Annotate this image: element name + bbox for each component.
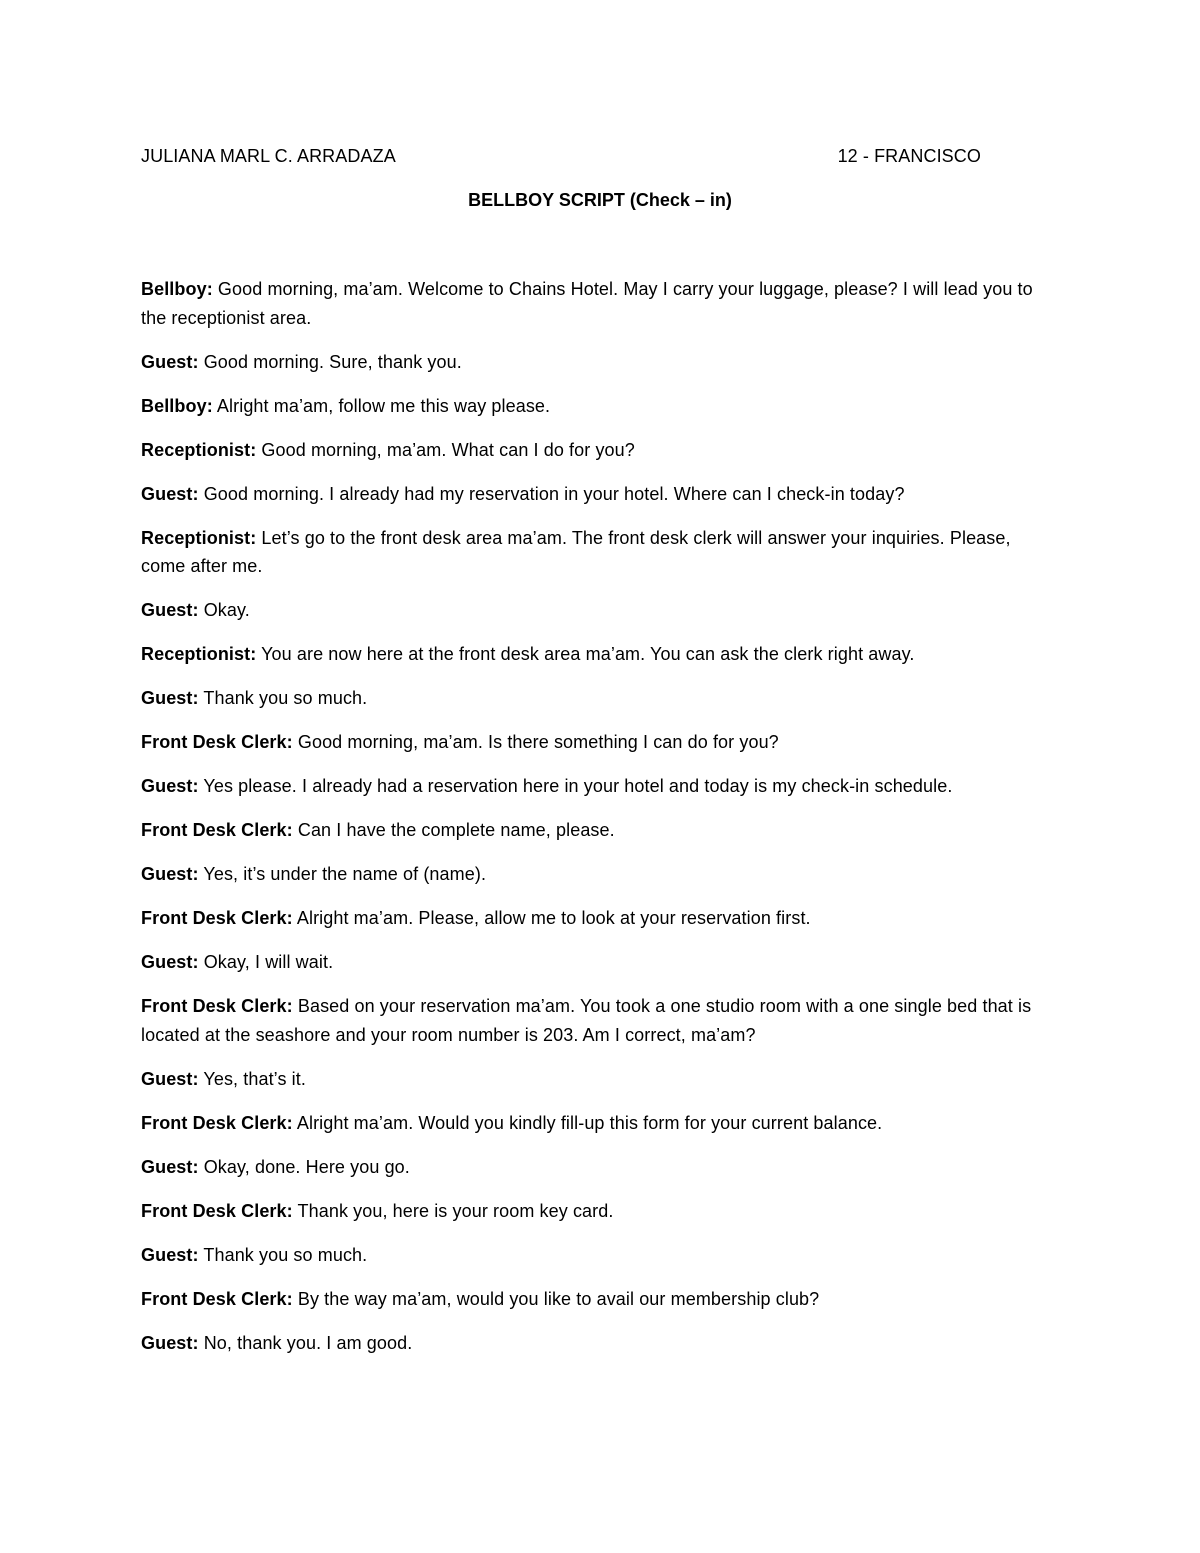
speaker-label: Bellboy: [141,395,213,416]
dialogue-text: You are now here at the front desk area ma’am. You can ask the clerk right away. [256,644,915,664]
dialogue-text: Let’s go to the front desk area ma’am. The front desk clerk will answer your inquiries. Please, come after me. [141,527,1011,576]
document-title: BELLBOY SCRIPT (Check – in) [468,190,732,210]
speaker-label: Front Desk Clerk: [141,1200,293,1221]
dialogue-line [141,1285,1051,1314]
dialogue-line [141,904,1051,933]
dialogue-line [141,1329,1051,1358]
dialogue-text: Okay. [198,600,250,620]
dialogue-line [141,524,1051,581]
dialogue-line [141,772,1051,801]
dialogue-text: Alright ma’am. Please, allow me to look at your reservation first. [292,908,811,928]
speaker-label: Front Desk Clerk: [141,732,293,752]
dialogue-text: Thank you so much. [198,1244,368,1265]
dialogue-line [141,1153,1051,1182]
dialogue-line [141,275,1051,332]
speaker-label: Guest: [141,1332,199,1353]
dialogue-text: Thank you so much. [198,688,368,708]
speaker-label: Guest: [141,952,199,972]
dialogue-text: Can I have the complete name, please. [292,820,615,840]
dialogue-text: Alright ma’am, follow me this way please. [212,395,551,416]
speaker-label: Front Desk Clerk: [141,1112,293,1133]
speaker-label: Bellboy: [141,279,213,299]
dialogue-line [141,992,1051,1049]
dialogue-text: Good morning, ma’am. Welcome to Chains Hotel. May I carry your luggage, please? I will lead you to the receptionist area. [141,279,1033,328]
dialogue-line [141,684,1051,713]
speaker-label: Guest: [141,1068,199,1089]
speaker-label: Guest: [141,864,199,884]
dialogue-line [141,948,1051,977]
dialogue-text: Okay, I will wait. [198,952,334,972]
speaker-label: Front Desk Clerk: [141,908,293,928]
speaker-label: Receptionist: [141,439,257,460]
dialogue-text: Yes please. I already had a reservation here in your hotel and today is my check-in schedule. [198,776,953,796]
dialogue-line [141,596,1051,625]
dialogue-text: By the way ma’am, would you like to avail our membership club? [292,1288,820,1309]
dialogue-text: Based on your reservation ma’am. You took a one studio room with a one single bed that is located at the seashore and your room number is 203. Am I correct, ma’am? [141,996,1032,1045]
speaker-label: Guest: [141,1156,199,1177]
speaker-label: Guest: [141,600,199,620]
speaker-label: Guest: [141,351,199,372]
speaker-label: Guest: [141,776,199,796]
dialogue-text: Thank you, here is your room key card. [292,1200,614,1221]
dialogue-line [141,1241,1051,1270]
dialogue-line [141,728,1051,757]
dialogue-line [141,860,1051,889]
author-name: JULIANA MARL C. ARRADAZA [141,146,396,166]
dialogue-line [141,1197,1051,1226]
dialogue-text: Yes, it’s under the name of (name). [198,864,487,884]
dialogue-text: Okay, done. Here you go. [198,1156,410,1177]
dialogue-text: Good morning. Sure, thank you. [198,351,462,372]
speaker-label: Front Desk Clerk: [141,1288,293,1309]
dialogue-line [141,1109,1051,1138]
speaker-label: Front Desk Clerk: [141,820,293,840]
speaker-label: Receptionist: [141,527,257,548]
speaker-label: Guest: [141,1244,199,1265]
dialogue-text: No, thank you. I am good. [198,1332,413,1353]
dialogue-line [141,348,1051,377]
speaker-label: Guest: [141,688,199,708]
dialogue-text: Good morning, ma’am. Is there something I can do for you? [292,732,779,752]
speaker-label: Front Desk Clerk: [141,996,293,1016]
dialogue-line [141,640,1051,669]
dialogue-line [141,392,1051,421]
dialogue-text: Alright ma’am. Would you kindly fill-up this form for your current balance. [292,1112,883,1133]
document-header [141,144,981,168]
dialogue-script [141,275,1051,1373]
dialogue-line [141,436,1051,465]
dialogue-line [141,1065,1051,1094]
dialogue-line [141,816,1051,845]
class-section: 12 - FRANCISCO [837,146,981,166]
dialogue-text: Good morning, ma’am. What can I do for you? [256,439,635,460]
speaker-label: Receptionist: [141,644,257,664]
speaker-label: Guest: [141,483,199,504]
dialogue-line [141,480,1051,509]
dialogue-text: Yes, that’s it. [198,1068,306,1089]
dialogue-text: Good morning. I already had my reservation in your hotel. Where can I check-in today? [198,483,905,504]
